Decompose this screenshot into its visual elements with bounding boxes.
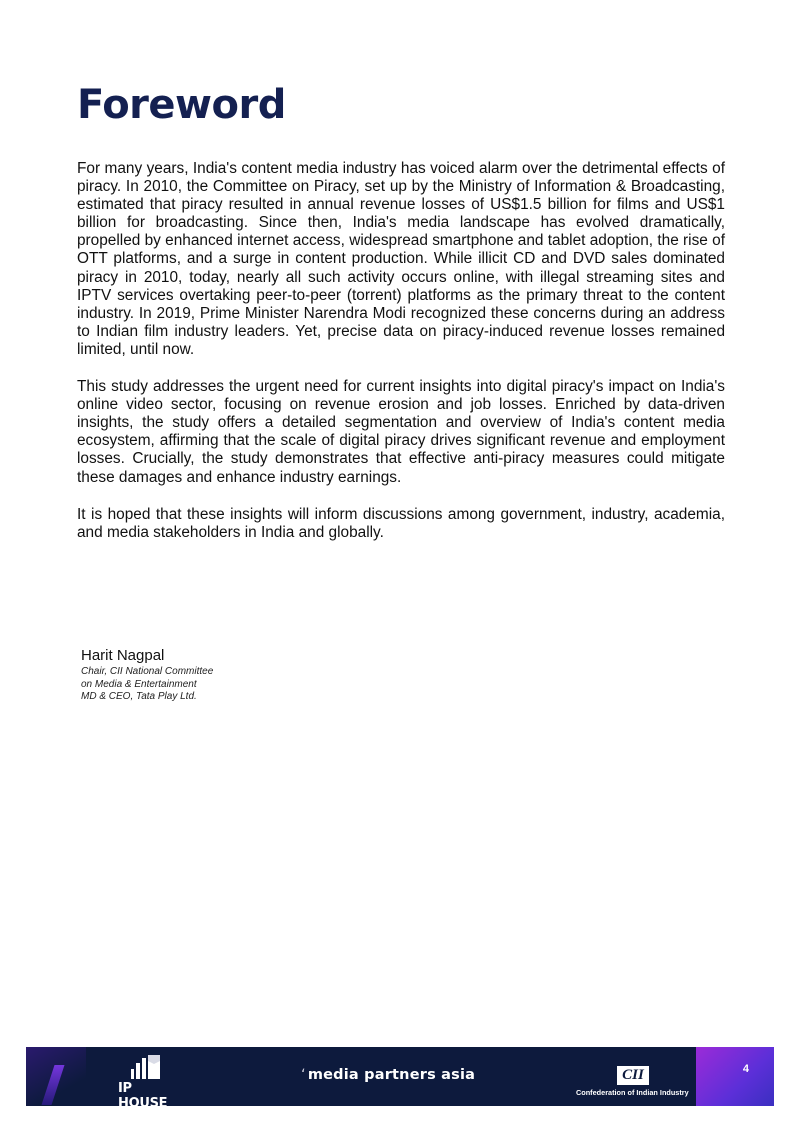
cii-name: Confederation of Indian Industry [576,1088,689,1097]
paragraph-3: It is hoped that these insights will inform discussions among government, industry, academia, and media stakeholders in India and globally. [77,505,725,541]
signatory-name: Harit Nagpal [81,647,165,664]
page-footer [26,1047,774,1106]
signature-block [81,647,213,704]
page-number: 4 [742,1063,749,1075]
page-number-accent [696,1047,774,1106]
page-title: Foreword [77,82,286,128]
foreword-body [77,160,725,561]
media-partners-mark-icon: ‘ [301,1067,306,1083]
ip-house-logo [118,1055,168,1106]
media-partners-asia-logo [301,1067,475,1083]
ip-house-bars-icon [121,1055,165,1079]
ip-house-wordmark: IP HOUSE [118,1081,168,1106]
signatory-role-line-1: Chair, CII National Committee [81,666,214,677]
signatory-role-line-2: on Media & Entertainment [81,678,197,690]
cii-logo: CII [617,1066,649,1085]
media-partners-wordmark: media partners asia [307,1067,476,1083]
paragraph-1: For many years, India's content media industry has voiced alarm over the detrimental effects of piracy. In 2010, the Committee on Piracy, set up by the Ministry of Information & Broadcasting, estimated that piracy resulted in annual revenue losses of US$1.5 billion for films and US$1 billion for broadcasting. Since then, India's media landscape has evolved dramatically, propelled by enhanced internet access, widespread smartphone and tablet adoption, the rise of OTT platforms, and a surge in content production. While illicit CD and DVD sales dominated piracy in 2010, today, nearly all such activity occurs online, with illegal streaming sites and IPTV services overtaking peer-to-peer (torrent) platforms as the primary threat to the content industry. In 2019, Prime Minister Narendra Modi recognized these concerns during an address to Indian film industry leaders. Yet, precise data on piracy-induced revenue losses remained limited, until now. [77,160,725,358]
paragraph-2: This study addresses the urgent need for current insights into digital piracy's impact on India's online video sector, focusing on revenue erosion and job losses. Enriched by data-driven insights, the study offers a detailed segmentation and overview of India's content media ecosystem, affirming that the scale of digital piracy drives significant revenue and employment losses. Crucially, the study demonstrates that effective anti-piracy measures could mitigate these damages and enhance industry earnings. [77,378,725,486]
cii-logo-block [576,1066,688,1098]
signatory-role-line-3: MD & CEO, Tata Play Ltd. [81,691,197,702]
